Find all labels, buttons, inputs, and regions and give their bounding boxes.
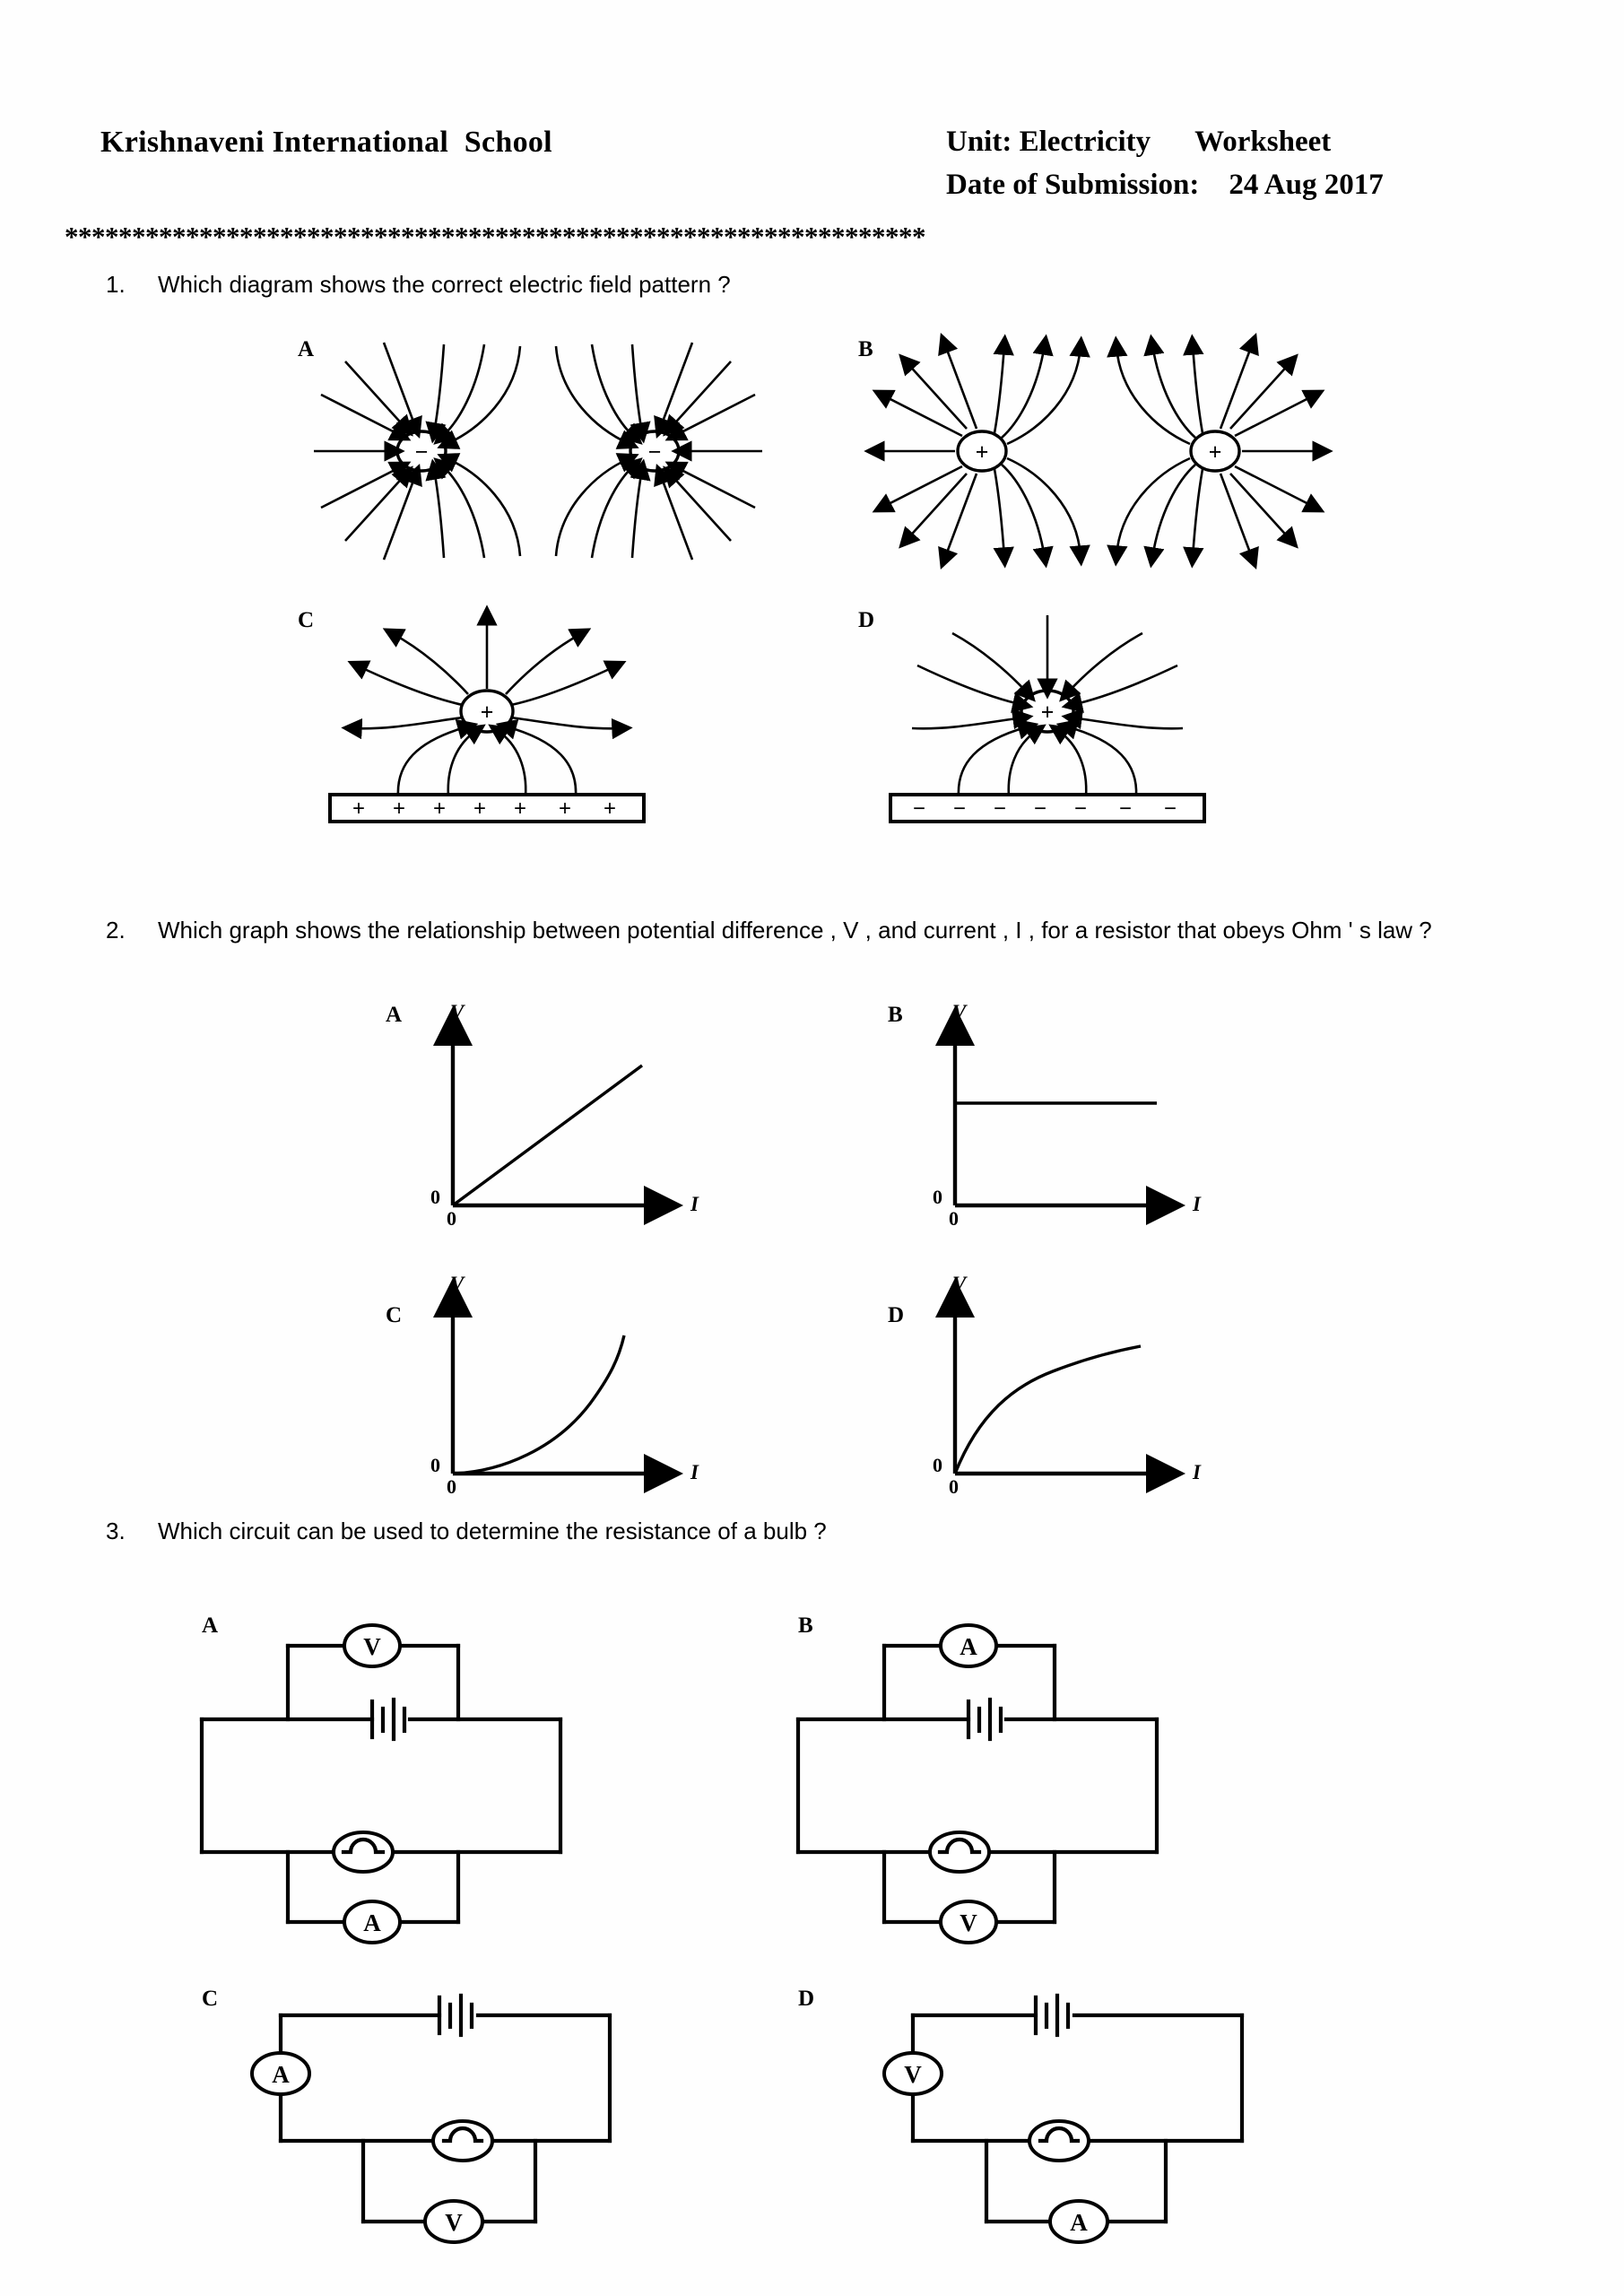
q2-graph-d[interactable] [888,1273,1229,1498]
field-lines-to-plate [398,726,576,796]
origin-label-x: 0 [949,1475,959,1498]
lamp-symbol [1029,2121,1089,2161]
negative-charge-left [397,431,446,471]
question-3-number: 3. [106,1518,126,1544]
charge-symbol: + [1040,699,1055,726]
data-curve [453,1335,624,1474]
circuit-wires [281,2015,610,2222]
lamp-symbol [433,2121,492,2161]
charge-symbol: + [480,699,494,726]
plate-symbol: + [473,796,487,822]
x-axis-label: I [690,1461,699,1483]
origin-label-y: 0 [430,1186,440,1208]
negative-charge-right [630,431,679,471]
q1-option-c-figure[interactable] [298,608,664,834]
origin-label-x: 0 [447,1475,456,1498]
positive-point-charge [1021,691,1073,732]
positive-point-charge [461,691,513,732]
question-1-text: Which diagram shows the correct electric field pattern ? [158,271,731,298]
school-name: Krishnaveni International School [100,126,552,159]
q2-graph-b[interactable] [888,1001,1229,1230]
y-axis-label: V [952,1001,967,1023]
plate-symbol: − [993,796,1007,822]
question-1-number: 1. [106,271,126,298]
q2-option-b-label: B [888,1003,903,1027]
plate-symbol: + [513,796,527,822]
charge-symbol-right: + [1208,439,1222,465]
positive-charge-left [958,431,1006,471]
q3-circuit-a[interactable] [202,1592,686,1951]
field-lines-to-plate [959,726,1136,796]
ammeter-bottom [344,1901,400,1943]
question-3-text: Which circuit can be used to determine the resistance of a bulb ? [158,1518,827,1544]
q3-option-b-label: B [798,1613,813,1638]
battery-symbol [968,1700,1001,1739]
origin-label-y: 0 [933,1186,942,1208]
voltmeter-label: V [363,1633,381,1660]
q1-option-b-figure[interactable] [858,337,1332,563]
x-axis-label: I [1193,1193,1201,1215]
q3-option-a-label: A [202,1613,219,1638]
ammeter-label: A [1070,2209,1088,2236]
page-header [0,126,1624,229]
ammeter-series [252,2053,309,2094]
ammeter-top [941,1625,996,1666]
data-curve [955,1346,1141,1474]
voltmeter-label: V [445,2209,463,2236]
data-line [453,1065,642,1205]
unit-worksheet-line: Unit: Electricity Worksheet [946,126,1332,158]
origin-label-x: 0 [949,1207,959,1230]
positive-charge-right [1191,431,1239,471]
q1-option-a-figure[interactable] [298,337,771,563]
q1-option-d-label: D [858,608,875,632]
ammeter-label: A [960,1633,977,1660]
origin-label-y: 0 [430,1454,440,1476]
circuit-wires [913,2015,1242,2222]
charge-symbol-left: + [975,439,989,465]
voltmeter-parallel [425,2201,482,2242]
plate-symbol: − [1073,796,1088,822]
plate-symbol: − [912,796,926,822]
submission-date-line: Date of Submission: 24 Aug 2017 [946,169,1384,201]
charged-plate [890,795,1204,822]
origin-label-x: 0 [447,1207,456,1230]
plate-symbol: + [603,796,617,822]
origin-label-y: 0 [933,1454,942,1476]
y-axis-label: V [450,1001,465,1023]
voltmeter-bottom [941,1901,996,1943]
q3-circuit-d[interactable] [798,1978,1282,2274]
circuit-wires [798,1646,1157,1922]
q3-circuit-c[interactable] [202,1978,686,2274]
q3-circuit-b[interactable] [798,1592,1282,1951]
lamp-symbol [334,1832,393,1872]
plate-symbol: − [1033,796,1047,822]
x-axis-label: I [690,1193,699,1215]
charged-plate [330,795,644,822]
voltmeter-series [884,2053,942,2094]
q2-graph-a[interactable] [386,1001,726,1230]
ammeter-label: A [272,2061,290,2088]
battery-symbol [439,1996,472,2035]
plate-symbol: + [432,796,447,822]
lamp-symbol [930,1832,989,1872]
x-axis-label: I [1193,1461,1201,1483]
q3-option-c-label: C [202,1987,219,2011]
battery-symbol [1036,1996,1068,2035]
q2-graph-c[interactable] [386,1273,726,1498]
voltmeter-label: V [960,1909,977,1936]
q2-option-d-label: D [888,1303,905,1327]
y-axis-label: V [450,1273,465,1295]
q1-option-c-label: C [298,608,315,632]
q2-option-a-label: A [386,1003,403,1027]
voltmeter-label: V [904,2061,922,2088]
question-2-text: Which graph shows the relationship between potential difference , V , and current , I , for a resistor that obeys Ohm ' s law ? [158,917,1432,944]
q1-option-d-figure[interactable] [858,608,1224,834]
charge-symbol-left: − [414,439,429,465]
q1-option-b-label: B [858,337,873,361]
plate-symbol: + [352,796,366,822]
plate-symbol: − [1163,796,1177,822]
battery-symbol [372,1700,404,1739]
circuit-wires [202,1646,560,1922]
y-axis-label: V [952,1273,967,1295]
ammeter-label: A [363,1909,381,1936]
plate-symbol: + [558,796,572,822]
plate-symbol: + [392,796,406,822]
asterisk-divider: **************************************************************** [65,222,925,250]
charge-symbol-right: − [647,439,662,465]
q2-option-c-label: C [386,1303,403,1327]
q1-option-a-label: A [298,337,315,361]
question-2-number: 2. [106,917,126,944]
q3-option-d-label: D [798,1987,815,2011]
voltmeter-top [344,1625,400,1666]
plate-symbol: − [1118,796,1133,822]
ammeter-parallel [1050,2201,1107,2242]
plate-symbol: − [952,796,967,822]
